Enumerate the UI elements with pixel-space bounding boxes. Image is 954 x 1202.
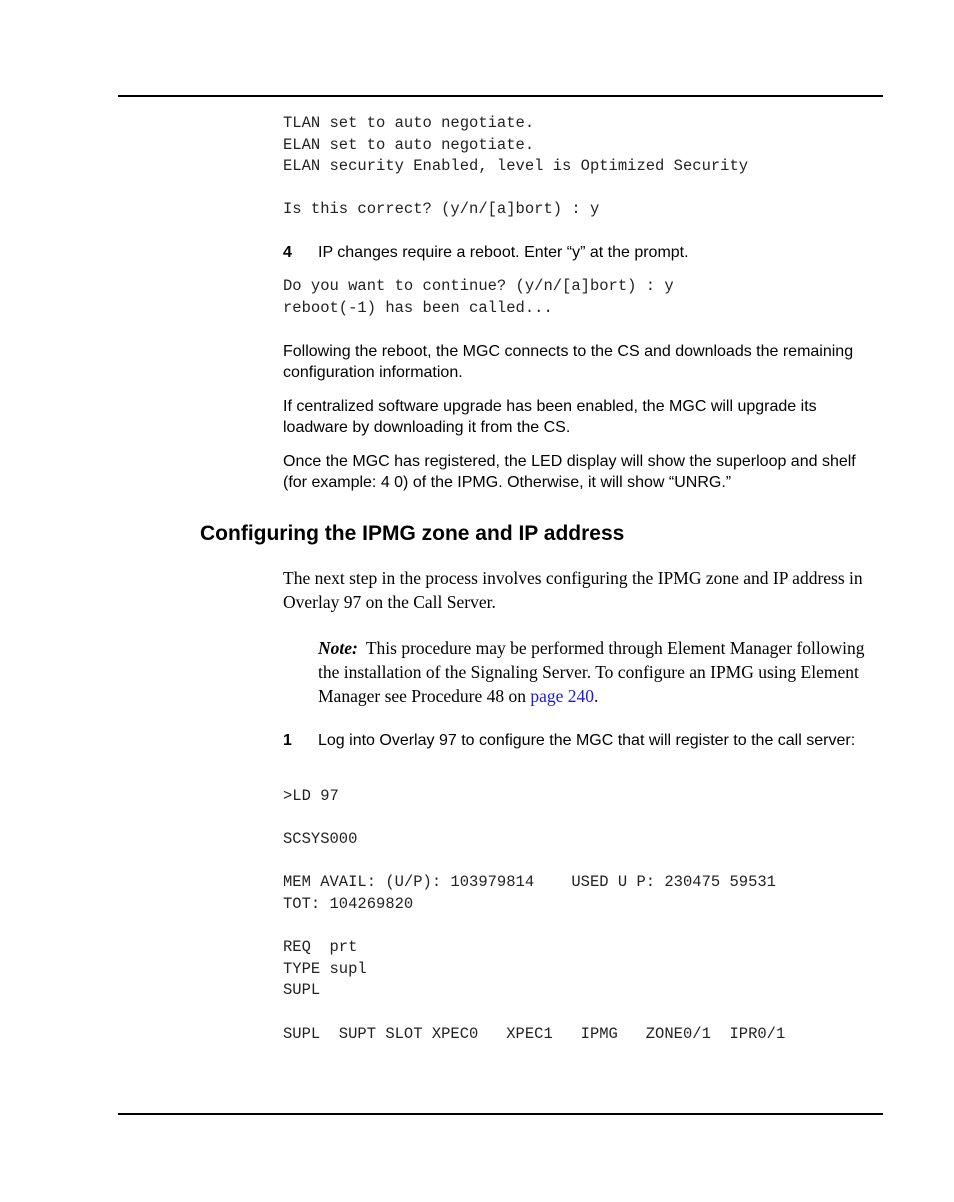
header-rule xyxy=(118,95,883,97)
section-intro: The next step in the process involves configuring the IPMG zone and IP address in Overlay 97 on the Call Server. xyxy=(283,568,863,612)
section-heading: Configuring the IPMG zone and IP address xyxy=(200,522,625,545)
paragraph-software-upgrade: If centralized software upgrade has been enabled, the MGC will upgrade its loadware by downloading it from the CS. xyxy=(283,398,817,436)
note-text: This procedure may be performed through Element Manager following the installation of the Signaling Server. To configure an IPMG using Element Manager see Procedure 48 on xyxy=(318,638,865,706)
step-1 xyxy=(283,730,883,752)
step-number: 4 xyxy=(283,244,292,261)
console-output-reboot: Do you want to continue? (y/n/[a]bort) : y reboot(-1) has been called... xyxy=(283,277,674,317)
note-end: . xyxy=(594,686,599,706)
paragraph-led-display: Once the MGC has registered, the LED display will show the superloop and shelf (for example: 4 0) of the IPMG. Otherwise, it will show “UNRG.” xyxy=(283,453,856,491)
note-label: Note: xyxy=(318,638,358,658)
page-link[interactable]: page 240 xyxy=(530,686,595,706)
paragraph-reboot: Following the reboot, the MGC connects to the CS and downloads the remaining configuration information. xyxy=(283,343,854,381)
console-output-overlay-97: >LD 97 SCSYS000 MEM AVAIL: (U/P): 103979814 USED U P: 230475 59531 TOT: 104269820 REQ prt TYPE supl SUPL SUPL SUPT SLOT XPEC0 XPEC1 IPMG ZONE0/1 IPR0/1 xyxy=(283,787,786,1043)
console-output-network-settings: TLAN set to auto negotiate. ELAN set to auto negotiate. ELAN security Enabled, level is Optimized Security Is this correct? (y/n/[a]bort) : y xyxy=(283,114,749,219)
step-number: 1 xyxy=(283,732,292,749)
note xyxy=(318,636,883,708)
step-text: IP changes require a reboot. Enter “y” at the prompt. xyxy=(318,244,689,261)
footer-rule xyxy=(118,1113,883,1115)
step-text: Log into Overlay 97 to configure the MGC that will register to the call server: xyxy=(318,732,856,749)
step-4 xyxy=(283,242,883,264)
